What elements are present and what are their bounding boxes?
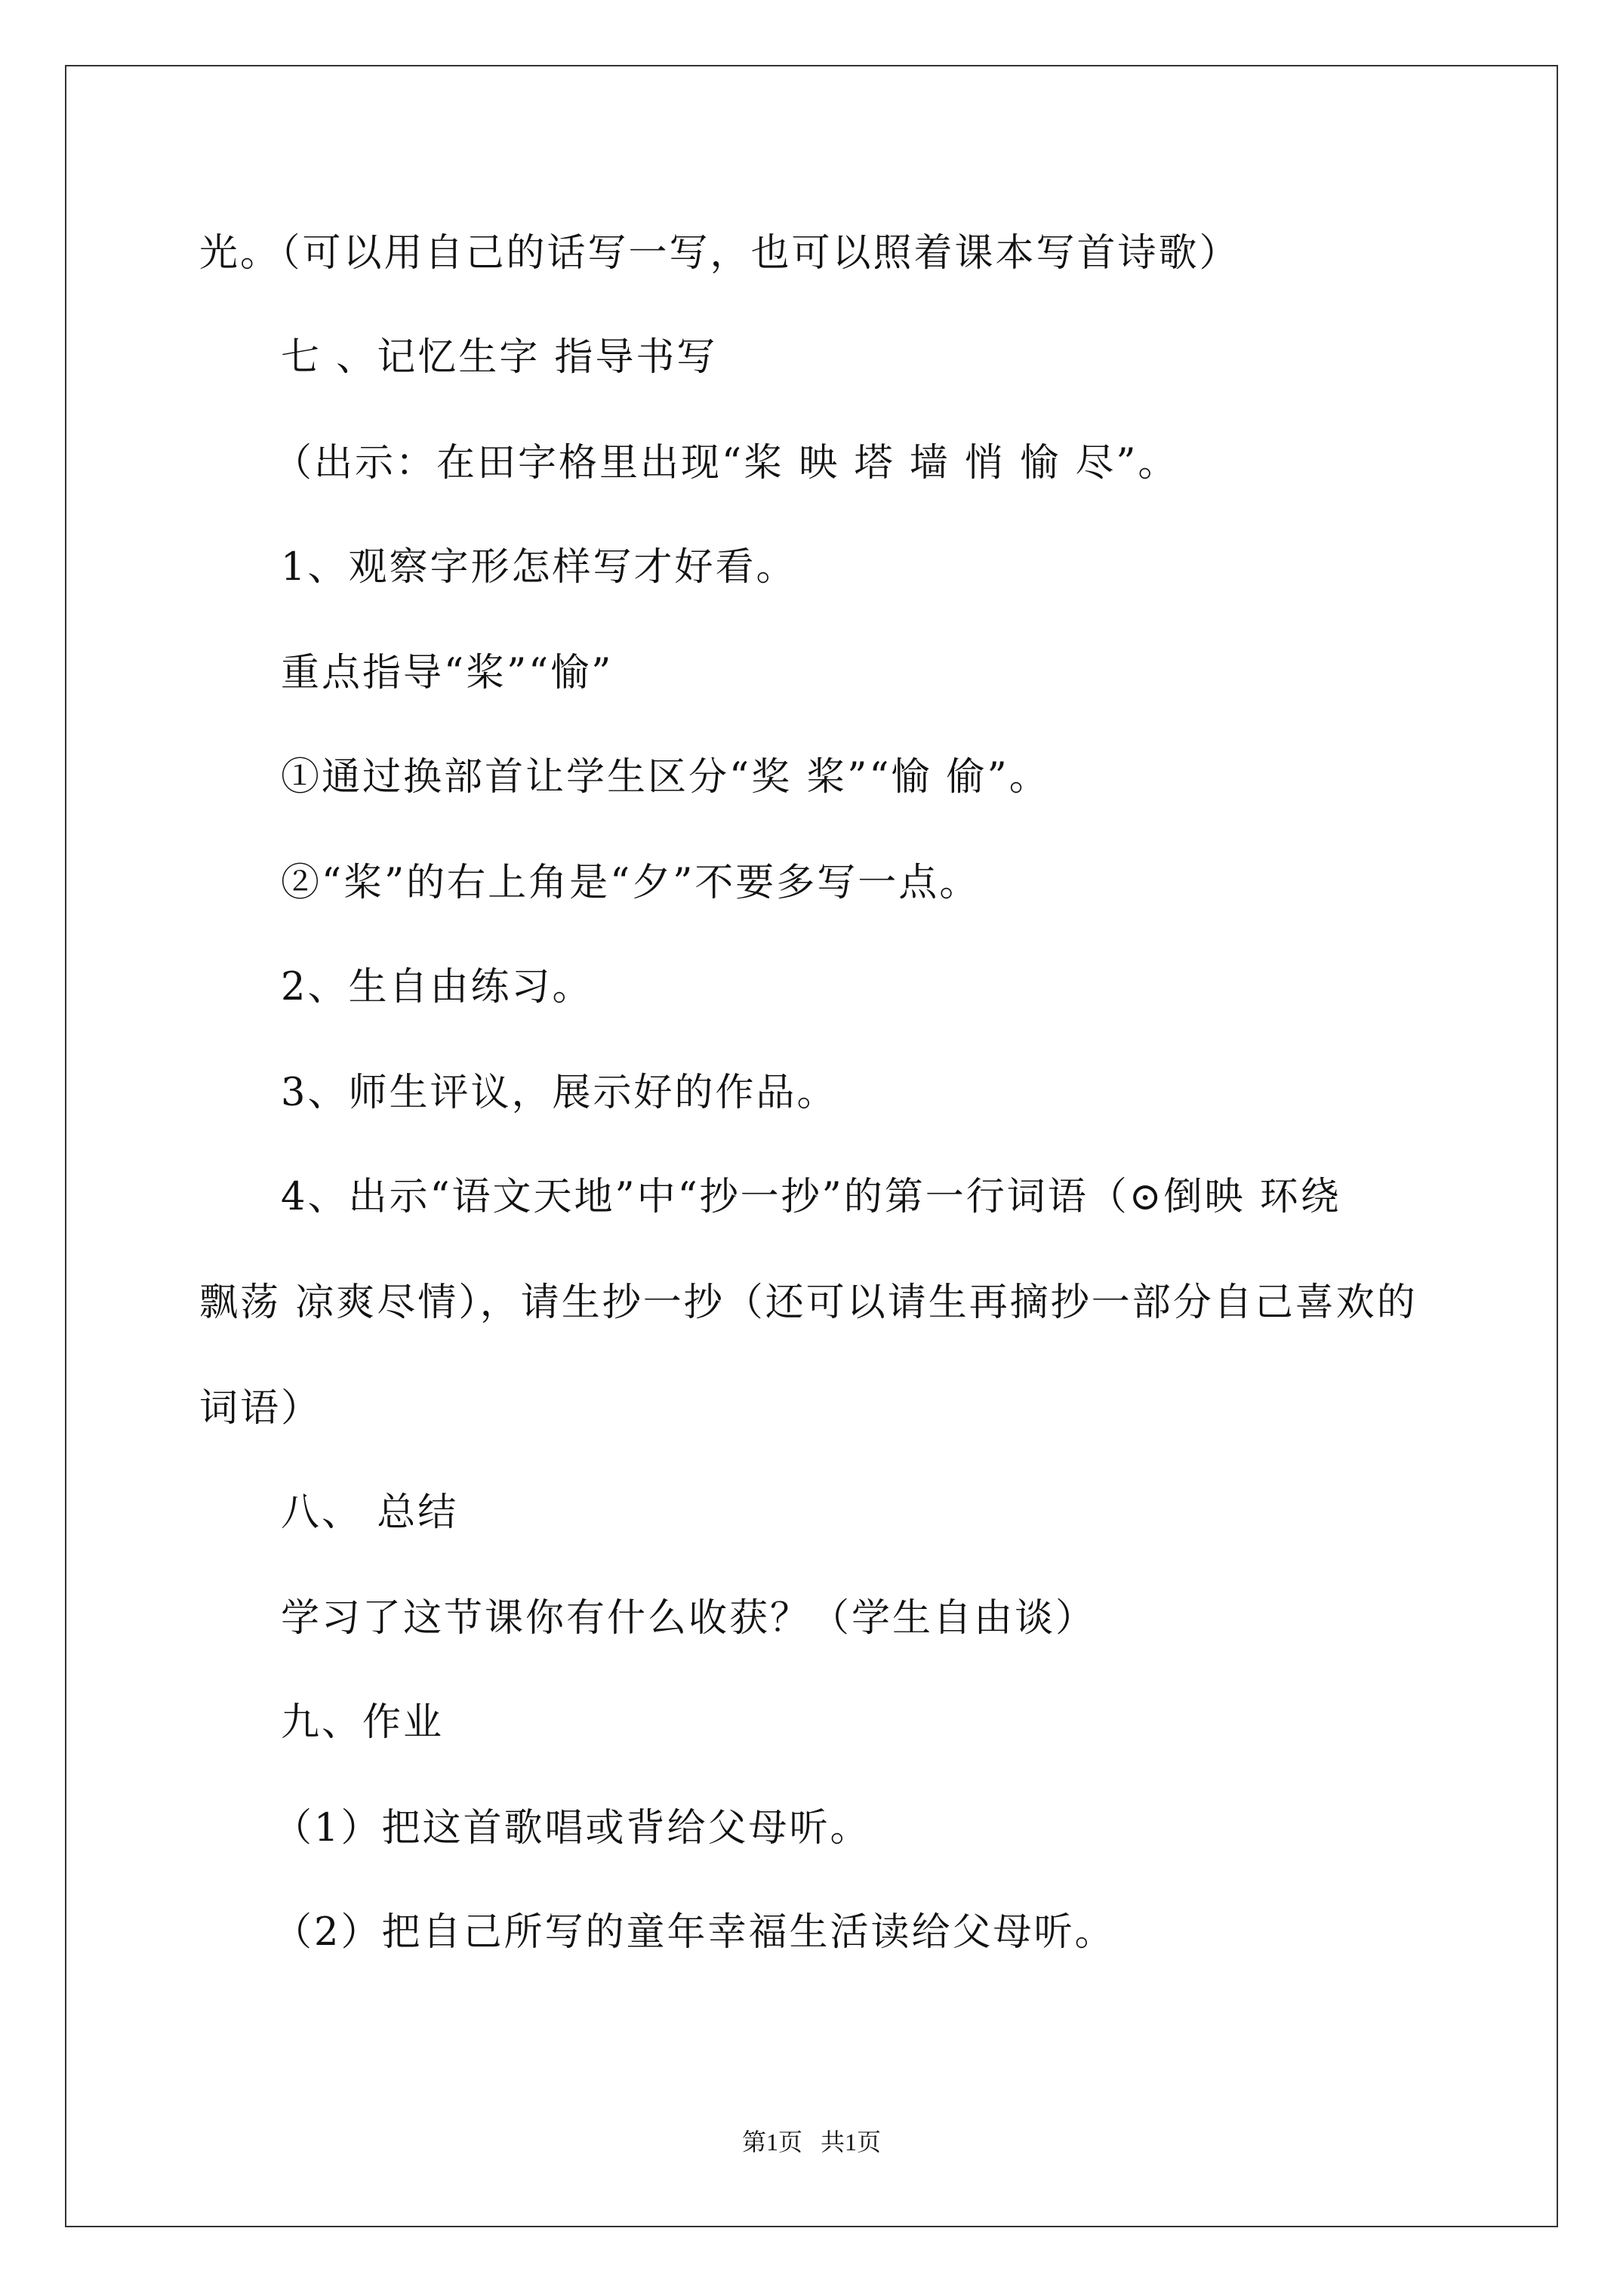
text-line-display: （出示：在田字格里出现“桨 映 塔 墙 悄 愉 尽”。 [273, 441, 1179, 485]
text-line-review: 3、师生评议，展示好的作品。 [281, 1071, 838, 1115]
section-heading-7: 七 、记忆生字 指导书写 [281, 335, 718, 380]
text-line-copy-3: 词语） [199, 1386, 322, 1431]
section-heading-8: 八、 总结 [281, 1490, 459, 1535]
text-line-focus: 重点指导“桨”“愉” [281, 651, 614, 695]
page-footer [0, 2123, 1623, 2158]
text-line-homework-1: （1）把这首歌唱或背给父母听。 [273, 1806, 871, 1851]
page-number: 第1页 [741, 2128, 802, 2156]
text-line-copy-2: 飘荡 凉爽尽情），请生抄一抄（还可以请生再摘抄一部分自己喜欢的 [199, 1281, 1418, 1325]
text-line-homework-2: （2）把自己所写的童年幸福生活读给父母听。 [273, 1910, 1116, 1955]
text-line-copy-1: 4、出示“语文天地”中“抄一抄”的第一行词语（⊙倒映 环绕 [281, 1175, 1341, 1219]
text-line-observe: 1、观察字形怎样写才好看。 [281, 545, 797, 590]
text-line-1: 光。（可以用自己的话写一写，也可以照着课本写首诗歌） [199, 231, 1240, 276]
text-line-summary: 学习了这节课你有什么收获？（学生自由谈） [281, 1596, 1097, 1641]
text-line-point-1: ①通过换部首让学生区分“奖 桨”“愉 偷”。 [281, 755, 1050, 800]
text-line-point-2: ②“桨”的右上角是“夕”不要多写一点。 [281, 861, 981, 905]
section-heading-9: 九、作业 [281, 1700, 445, 1745]
page-total: 共1页 [821, 2128, 882, 2156]
text-line-practice: 2、生自由练习。 [281, 965, 593, 1009]
page-frame [65, 65, 1558, 2227]
